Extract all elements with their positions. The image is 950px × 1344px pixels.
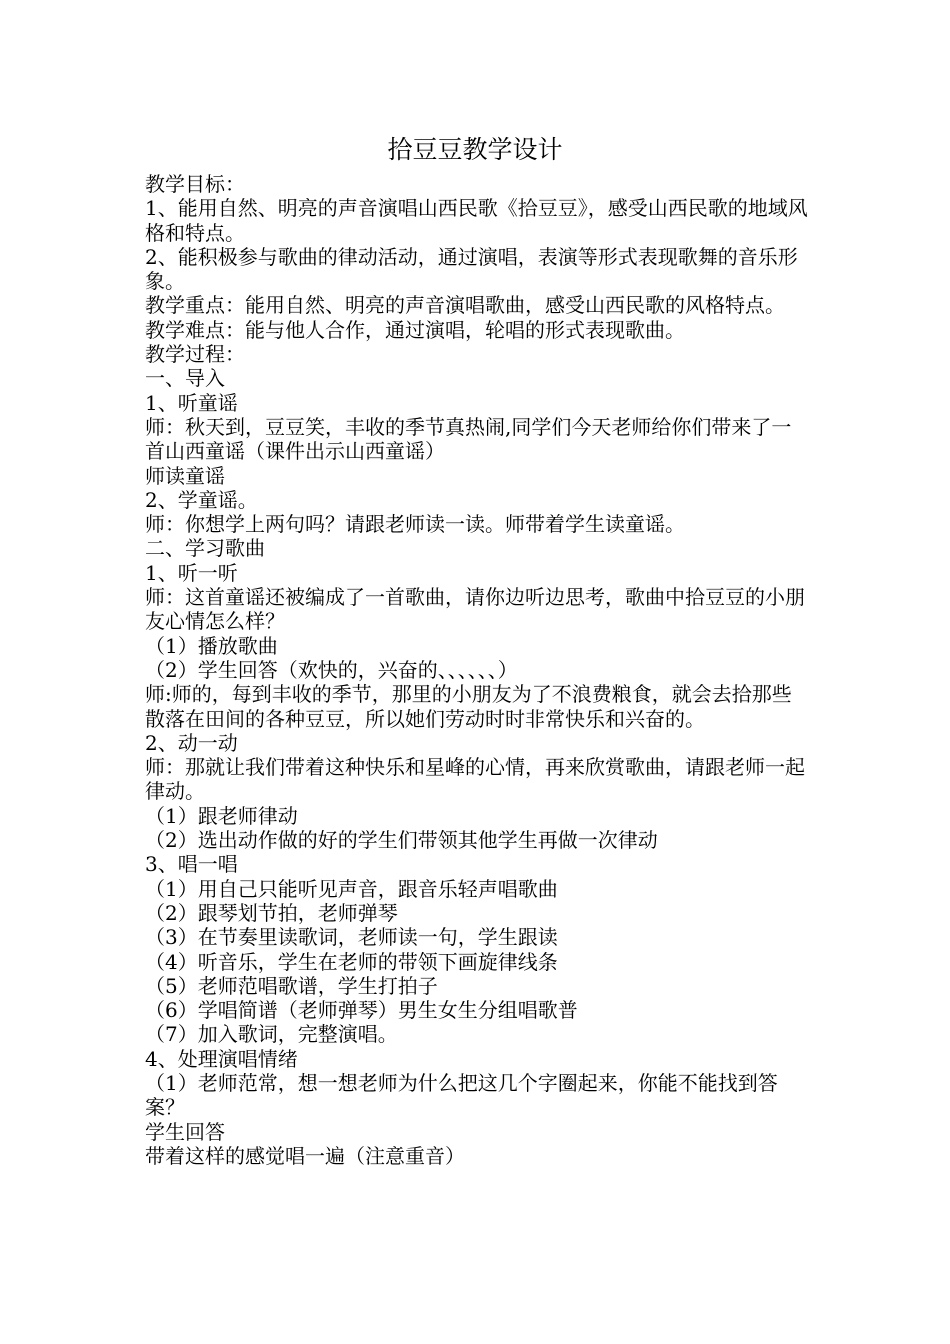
paragraph: 4、处理演唱情绪 — [145, 1046, 298, 1071]
paragraph: （3）在节奏里读歌词，老师读一句，学生跟读 — [145, 925, 558, 950]
paragraph: （1）用自己只能听见声音，跟音乐轻声唱歌曲 — [145, 876, 558, 901]
paragraph: （1）老师范常，想一想老师为什么把这几个字圈起来，你能不能找到答案？ — [145, 1070, 778, 1120]
document-body — [145, 172, 810, 1168]
paragraph: 2、能积极参与歌曲的律动活动，通过演唱，表演等形式表现歌舞的音乐形象。 — [145, 244, 798, 294]
paragraph: 1、听一听 — [145, 560, 238, 585]
paragraph: 师：那就让我们带着这种快乐和星峰的心情，再来欣赏歌曲，请跟老师一起律动。 — [145, 755, 805, 804]
paragraph: 师读童谣 — [145, 463, 225, 488]
paragraph: 教学过程： — [145, 342, 245, 367]
paragraph: （5）老师范唱歌谱，学生打拍子 — [145, 973, 438, 998]
paragraph: （2）选出动作做的好的学生们带领其他学生再做一次律动 — [145, 828, 658, 853]
paragraph: 教学难点：能与他人合作，通过演唱，轮唱的形式表现歌曲。 — [145, 317, 685, 342]
paragraph: 3、唱一唱 — [145, 852, 238, 877]
paragraph: 学生回答 — [145, 1119, 225, 1144]
paragraph: 2、学童谣。 — [145, 487, 258, 512]
paragraph: （1）播放歌曲 — [145, 633, 278, 658]
paragraph: 带着这样的感觉唱一遍（注意重音） — [145, 1143, 465, 1168]
paragraph: （6）学唱简谱（老师弹琴）男生女生分组唱歌普 — [145, 998, 578, 1023]
paragraph: （1）跟老师律动 — [145, 803, 298, 828]
paragraph: 1、听童谣 — [145, 390, 238, 415]
paragraph: （4）听音乐，学生在老师的带领下画旋律线条 — [145, 949, 558, 974]
paragraph: （2）学生回答（欢快的，兴奋的、、、、、、） — [145, 657, 518, 682]
paragraph: 师:师的，每到丰收的季节，那里的小朋友为了不浪费粮食，就会去拾那些散落在田间的各种豆豆，所以她们劳动时时非常快乐和兴奋的。 — [145, 682, 792, 731]
paragraph: 教学重点：能用自然、明亮的声音演唱歌曲，感受山西民歌的风格特点。 — [145, 293, 785, 318]
paragraph: （7）加入歌词，完整演唱。 — [145, 1022, 398, 1047]
document-title: 拾豆豆教学设计 — [387, 135, 563, 164]
paragraph: 1、能用自然、明亮的声音演唱山西民歌《拾豆豆》，感受山西民歌的地域风格和特点。 — [145, 196, 808, 245]
paragraph: 2、动一动 — [145, 730, 238, 755]
paragraph: 一、导入 — [145, 366, 225, 391]
paragraph: 二、学习歌曲 — [145, 536, 265, 561]
paragraph: （2）跟琴划节拍，老师弹琴 — [145, 900, 398, 925]
paragraph: 教学目标： — [145, 172, 245, 196]
paragraph: 师：秋天到，豆豆笑，丰收的季节真热闹,同学们今天老师给你们带来了一首山西童谣（课件出示山西童谣） — [145, 414, 792, 464]
paragraph: 师：这首童谣还被编成了一首歌曲，请你边听边思考，歌曲中拾豆豆的小朋友心情怎么样？ — [145, 585, 805, 634]
paragraph: 师：你想学上两句吗？请跟老师读一读。师带着学生读童谣。 — [145, 512, 685, 537]
